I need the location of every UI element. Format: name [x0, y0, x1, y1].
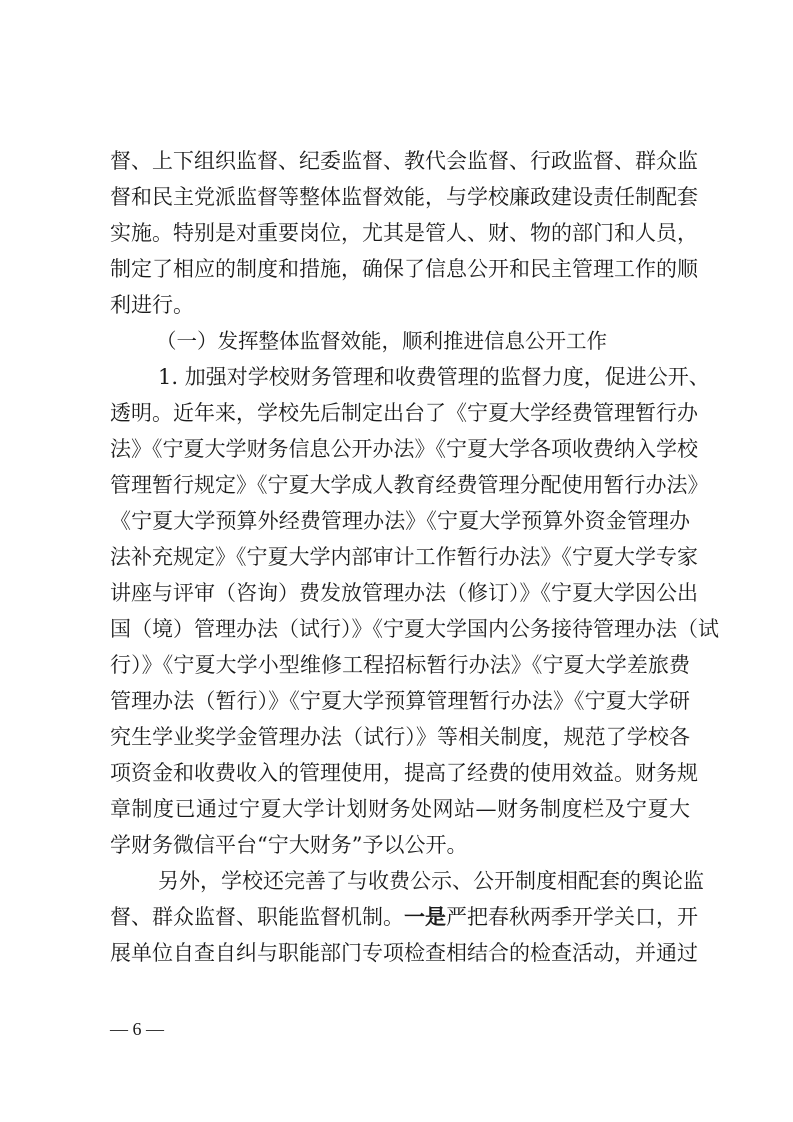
paragraph1-line-9: 行）》《宁夏大学小型维修工程招标暂行办法》《宁夏大学差旅费 — [110, 653, 690, 677]
paragraph1-line-3: 法》《宁夏大学财务信息公开办法》《宁夏大学各项收费纳入学校 — [110, 437, 698, 461]
paragraph1-line-6: 法补充规定》《宁夏大学内部审计工作暂行办法》《宁夏大学专家 — [110, 545, 698, 569]
paragraph1-line-12: 项资金和收费收入的管理使用，提高了经费的使用效益。财务规 — [110, 761, 698, 785]
paragraph2-line-2 — [110, 904, 698, 929]
body-line-3: 实施。特别是对重要岗位，尤其是管人、财、物的部门和人员， — [110, 221, 698, 245]
paragraph1-line-10: 管理办法（暂行）》《宁夏大学预算管理暂行办法》《宁夏大学研 — [110, 689, 690, 713]
paragraph1-line-7: 讲座与评审（咨询）费发放管理办法（修订）》《宁夏大学因公出 — [110, 581, 698, 605]
paragraph1-line-11: 究生学业奖学金管理办法（试行）》等相关制度，规范了学校各 — [110, 725, 690, 749]
page-number: — 6 — — [110, 1019, 164, 1039]
body-line-2: 督和民主党派监督等整体监督效能，与学校廉政建设责任制配套 — [110, 185, 698, 209]
paragraph1-line-8: 国（境）管理办法（试行）》《宁夏大学国内公务接待管理办法（试 — [110, 617, 719, 641]
paragraph2-line-2-start: 督、群众监督、职能监督机制。 — [110, 905, 404, 929]
paragraph1-line-2: 透明。近年来，学校先后制定出台了《宁夏大学经费管理暂行办 — [110, 401, 698, 425]
paragraph2-line-3: 展单位自查自纠与职能部门专项检查相结合的检查活动，并通过 — [110, 941, 698, 965]
section-heading: （一）发挥整体监督效能，顺利推进信息公开工作 — [156, 329, 607, 353]
paragraph1-line-1: 1. 加强对学校财务管理和收费管理的监督力度，促进公开、 — [158, 365, 710, 389]
body-line-4: 制定了相应的制度和措施，确保了信息公开和民主管理工作的顺 — [110, 257, 698, 281]
emphasis-first: 一是 — [404, 904, 446, 929]
body-line-5: 利进行。 — [110, 293, 194, 317]
paragraph2-line-2-rest: 严把春秋两季开学关口，开 — [446, 905, 698, 929]
body-line-1: 督、上下组织监督、纪委监督、教代会监督、行政监督、群众监 — [110, 149, 698, 173]
paragraph1-line-5: 《宁夏大学预算外经费管理办法》《宁夏大学预算外资金管理办 — [110, 509, 690, 533]
paragraph1-line-13: 章制度已通过宁夏大学计划财务处网站—财务制度栏及宁夏大 — [110, 797, 690, 821]
paragraph1-line-4: 管理暂行规定》《宁夏大学成人教育经费管理分配使用暂行办法》 — [110, 473, 709, 497]
paragraph2-line-1: 另外，学校还完善了与收费公示、公开制度相配套的舆论监 — [158, 869, 704, 893]
paragraph1-line-14: 学财务微信平台“宁大财务”予以公开。 — [110, 833, 468, 857]
